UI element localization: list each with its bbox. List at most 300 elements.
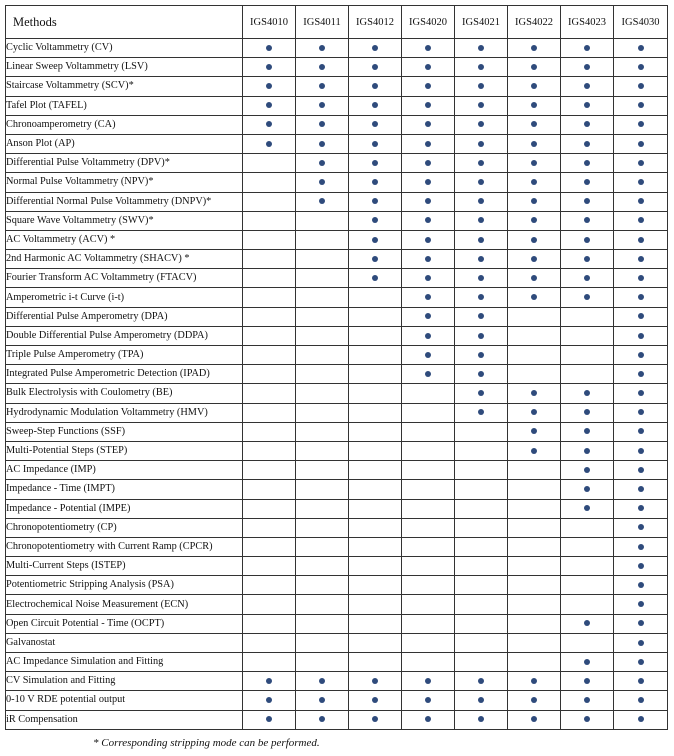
supported-dot-icon <box>425 352 431 358</box>
support-cell <box>561 653 614 672</box>
support-cell <box>402 192 455 211</box>
method-name-cell: Galvanostat <box>6 633 243 652</box>
model-column-header: IGS4012 <box>349 6 402 39</box>
table-header-row <box>6 6 668 39</box>
supported-dot-icon <box>531 275 537 281</box>
supported-dot-icon <box>584 659 590 665</box>
table-row <box>6 576 668 595</box>
support-cell <box>508 326 561 345</box>
support-cell <box>243 39 296 58</box>
support-cell <box>243 518 296 537</box>
supported-dot-icon <box>478 678 484 684</box>
support-cell <box>561 403 614 422</box>
support-cell <box>455 672 508 691</box>
supported-dot-icon <box>584 141 590 147</box>
support-cell <box>243 173 296 192</box>
support-cell <box>243 288 296 307</box>
support-cell <box>455 537 508 556</box>
support-cell <box>243 691 296 710</box>
support-cell <box>561 326 614 345</box>
support-cell <box>296 39 349 58</box>
support-cell <box>455 77 508 96</box>
support-cell <box>614 557 668 576</box>
support-cell <box>243 672 296 691</box>
support-cell <box>243 576 296 595</box>
support-cell <box>243 326 296 345</box>
support-cell <box>561 537 614 556</box>
support-cell <box>296 672 349 691</box>
support-cell <box>243 346 296 365</box>
support-cell <box>243 192 296 211</box>
support-cell <box>243 307 296 326</box>
method-name-cell: 0-10 V RDE potential output <box>6 691 243 710</box>
supported-dot-icon <box>425 217 431 223</box>
support-cell <box>243 441 296 460</box>
support-cell <box>508 96 561 115</box>
supported-dot-icon <box>531 678 537 684</box>
method-name-cell: Linear Sweep Voltammetry (LSV) <box>6 58 243 77</box>
support-cell <box>243 422 296 441</box>
support-cell <box>349 365 402 384</box>
support-cell <box>296 211 349 230</box>
supported-dot-icon <box>638 313 644 319</box>
supported-dot-icon <box>584 390 590 396</box>
method-name-cell: AC Impedance Simulation and Fitting <box>6 653 243 672</box>
support-cell <box>349 691 402 710</box>
supported-dot-icon <box>638 102 644 108</box>
support-cell <box>402 441 455 460</box>
table-row <box>6 537 668 556</box>
support-cell <box>349 480 402 499</box>
support-cell <box>296 403 349 422</box>
supported-dot-icon <box>638 716 644 722</box>
supported-dot-icon <box>638 64 644 70</box>
supported-dot-icon <box>319 121 325 127</box>
support-cell <box>614 58 668 77</box>
support-cell <box>614 537 668 556</box>
supported-dot-icon <box>584 409 590 415</box>
support-cell <box>243 134 296 153</box>
support-cell <box>402 710 455 729</box>
support-cell <box>455 614 508 633</box>
method-name-cell: Multi-Potential Steps (STEP) <box>6 441 243 460</box>
support-cell <box>296 269 349 288</box>
support-cell <box>349 537 402 556</box>
supported-dot-icon <box>584 678 590 684</box>
table-row <box>6 441 668 460</box>
support-cell <box>402 307 455 326</box>
supported-dot-icon <box>478 179 484 185</box>
support-cell <box>402 365 455 384</box>
table-row <box>6 96 668 115</box>
support-cell <box>561 633 614 652</box>
support-cell <box>296 710 349 729</box>
supported-dot-icon <box>584 64 590 70</box>
supported-dot-icon <box>584 467 590 473</box>
support-cell <box>243 250 296 269</box>
support-cell <box>561 96 614 115</box>
supported-dot-icon <box>638 294 644 300</box>
support-cell <box>614 365 668 384</box>
supported-dot-icon <box>531 256 537 262</box>
support-cell <box>349 288 402 307</box>
supported-dot-icon <box>638 390 644 396</box>
support-cell <box>349 557 402 576</box>
support-cell <box>561 384 614 403</box>
support-cell <box>402 230 455 249</box>
supported-dot-icon <box>425 83 431 89</box>
supported-dot-icon <box>584 294 590 300</box>
supported-dot-icon <box>478 409 484 415</box>
support-cell <box>455 365 508 384</box>
supported-dot-icon <box>372 121 378 127</box>
support-cell <box>296 691 349 710</box>
table-row <box>6 710 668 729</box>
table-row <box>6 365 668 384</box>
supported-dot-icon <box>638 640 644 646</box>
supported-dot-icon <box>638 333 644 339</box>
support-cell <box>455 39 508 58</box>
supported-dot-icon <box>372 64 378 70</box>
table-row <box>6 499 668 518</box>
support-cell <box>349 499 402 518</box>
supported-dot-icon <box>266 678 272 684</box>
support-cell <box>243 595 296 614</box>
supported-dot-icon <box>638 448 644 454</box>
support-cell <box>455 346 508 365</box>
supported-dot-icon <box>584 505 590 511</box>
support-cell <box>243 537 296 556</box>
supported-dot-icon <box>584 102 590 108</box>
supported-dot-icon <box>584 160 590 166</box>
support-cell <box>402 288 455 307</box>
support-cell <box>561 173 614 192</box>
supported-dot-icon <box>638 620 644 626</box>
support-cell <box>614 576 668 595</box>
support-cell <box>349 518 402 537</box>
model-column-header: IGS4020 <box>402 6 455 39</box>
supported-dot-icon <box>425 64 431 70</box>
supported-dot-icon <box>584 198 590 204</box>
support-cell <box>296 480 349 499</box>
table-row <box>6 154 668 173</box>
supported-dot-icon <box>531 716 537 722</box>
support-cell <box>614 230 668 249</box>
supported-dot-icon <box>638 409 644 415</box>
support-cell <box>508 441 561 460</box>
support-cell <box>296 134 349 153</box>
supported-dot-icon <box>478 217 484 223</box>
support-cell <box>402 422 455 441</box>
supported-dot-icon <box>531 102 537 108</box>
support-cell <box>561 518 614 537</box>
support-cell <box>508 230 561 249</box>
supported-dot-icon <box>531 237 537 243</box>
support-cell <box>402 173 455 192</box>
support-cell <box>349 269 402 288</box>
model-column-header: IGS4021 <box>455 6 508 39</box>
supported-dot-icon <box>425 102 431 108</box>
supported-dot-icon <box>478 275 484 281</box>
support-cell <box>402 537 455 556</box>
supported-dot-icon <box>372 237 378 243</box>
support-cell <box>349 441 402 460</box>
support-cell <box>614 307 668 326</box>
supported-dot-icon <box>319 45 325 51</box>
supported-dot-icon <box>319 64 325 70</box>
supported-dot-icon <box>584 428 590 434</box>
support-cell <box>402 115 455 134</box>
supported-dot-icon <box>372 697 378 703</box>
support-cell <box>614 288 668 307</box>
supported-dot-icon <box>478 64 484 70</box>
support-cell <box>243 58 296 77</box>
support-cell <box>508 576 561 595</box>
support-cell <box>296 461 349 480</box>
support-cell <box>243 614 296 633</box>
supported-dot-icon <box>478 294 484 300</box>
method-name-cell: Chronoamperometry (CA) <box>6 115 243 134</box>
support-cell <box>243 461 296 480</box>
supported-dot-icon <box>584 716 590 722</box>
supported-dot-icon <box>638 659 644 665</box>
table-row <box>6 230 668 249</box>
support-cell <box>561 154 614 173</box>
model-column-header: IGS4022 <box>508 6 561 39</box>
supported-dot-icon <box>425 697 431 703</box>
support-cell <box>349 77 402 96</box>
support-cell <box>296 192 349 211</box>
support-cell <box>349 403 402 422</box>
supported-dot-icon <box>372 198 378 204</box>
support-cell <box>508 557 561 576</box>
support-cell <box>296 96 349 115</box>
supported-dot-icon <box>584 620 590 626</box>
support-cell <box>296 595 349 614</box>
supported-dot-icon <box>638 160 644 166</box>
support-cell <box>508 250 561 269</box>
supported-dot-icon <box>478 352 484 358</box>
support-cell <box>349 154 402 173</box>
support-cell <box>614 115 668 134</box>
supported-dot-icon <box>531 160 537 166</box>
support-cell <box>402 58 455 77</box>
support-cell <box>455 595 508 614</box>
support-cell <box>243 557 296 576</box>
support-cell <box>296 230 349 249</box>
support-cell <box>296 77 349 96</box>
supported-dot-icon <box>266 102 272 108</box>
support-cell <box>508 461 561 480</box>
method-name-cell: Tafel Plot (TAFEL) <box>6 96 243 115</box>
support-cell <box>508 288 561 307</box>
support-cell <box>402 269 455 288</box>
support-cell <box>455 480 508 499</box>
method-name-cell: Impedance - Potential (IMPE) <box>6 499 243 518</box>
supported-dot-icon <box>584 121 590 127</box>
support-cell <box>296 499 349 518</box>
support-cell <box>455 58 508 77</box>
method-name-cell: Chronopotentiometry with Current Ramp (CPCR) <box>6 537 243 556</box>
support-cell <box>508 633 561 652</box>
supported-dot-icon <box>638 467 644 473</box>
support-cell <box>508 346 561 365</box>
supported-dot-icon <box>425 237 431 243</box>
table-row <box>6 461 668 480</box>
support-cell <box>455 422 508 441</box>
support-cell <box>349 326 402 345</box>
support-cell <box>296 58 349 77</box>
supported-dot-icon <box>478 697 484 703</box>
support-cell <box>349 230 402 249</box>
support-cell <box>614 710 668 729</box>
support-cell <box>614 672 668 691</box>
support-cell <box>614 96 668 115</box>
supported-dot-icon <box>319 141 325 147</box>
support-cell <box>561 115 614 134</box>
supported-dot-icon <box>425 45 431 51</box>
supported-dot-icon <box>638 141 644 147</box>
support-cell <box>614 77 668 96</box>
support-cell <box>455 499 508 518</box>
support-cell <box>296 441 349 460</box>
supported-dot-icon <box>478 141 484 147</box>
method-name-cell: AC Voltammetry (ACV) * <box>6 230 243 249</box>
supported-dot-icon <box>638 179 644 185</box>
support-cell <box>614 269 668 288</box>
table-row <box>6 653 668 672</box>
support-cell <box>561 230 614 249</box>
support-cell <box>508 77 561 96</box>
support-cell <box>614 691 668 710</box>
supported-dot-icon <box>425 313 431 319</box>
supported-dot-icon <box>372 217 378 223</box>
support-cell <box>296 557 349 576</box>
supported-dot-icon <box>531 83 537 89</box>
support-cell <box>455 403 508 422</box>
method-name-cell: Differential Pulse Amperometry (DPA) <box>6 307 243 326</box>
supported-dot-icon <box>638 524 644 530</box>
table-row <box>6 288 668 307</box>
support-cell <box>296 307 349 326</box>
table-row <box>6 211 668 230</box>
table-row <box>6 269 668 288</box>
method-name-cell: Square Wave Voltammetry (SWV)* <box>6 211 243 230</box>
support-cell <box>349 173 402 192</box>
supported-dot-icon <box>319 198 325 204</box>
table-row <box>6 633 668 652</box>
support-cell <box>508 211 561 230</box>
support-cell <box>402 384 455 403</box>
method-name-cell: Differential Normal Pulse Voltammetry (DNPV)* <box>6 192 243 211</box>
support-cell <box>614 211 668 230</box>
method-name-cell: 2nd Harmonic AC Voltammetry (SHACV) * <box>6 250 243 269</box>
supported-dot-icon <box>478 256 484 262</box>
supported-dot-icon <box>425 141 431 147</box>
support-cell <box>402 250 455 269</box>
support-cell <box>455 461 508 480</box>
supported-dot-icon <box>478 83 484 89</box>
supported-dot-icon <box>266 64 272 70</box>
support-cell <box>614 403 668 422</box>
model-column-header: IGS4030 <box>614 6 668 39</box>
support-cell <box>614 499 668 518</box>
supported-dot-icon <box>584 179 590 185</box>
supported-dot-icon <box>584 256 590 262</box>
support-cell <box>402 633 455 652</box>
method-name-cell: Bulk Electrolysis with Coulometry (BE) <box>6 384 243 403</box>
method-name-cell: Amperometric i-t Curve (i-t) <box>6 288 243 307</box>
supported-dot-icon <box>372 160 378 166</box>
support-cell <box>561 557 614 576</box>
support-cell <box>243 154 296 173</box>
supported-dot-icon <box>531 409 537 415</box>
support-cell <box>243 115 296 134</box>
supported-dot-icon <box>638 428 644 434</box>
table-row <box>6 691 668 710</box>
support-cell <box>243 96 296 115</box>
supported-dot-icon <box>584 448 590 454</box>
method-name-cell: Cyclic Voltammetry (CV) <box>6 39 243 58</box>
supported-dot-icon <box>425 160 431 166</box>
support-cell <box>508 192 561 211</box>
support-cell <box>349 96 402 115</box>
method-name-cell: Chronopotentiometry (CP) <box>6 518 243 537</box>
supported-dot-icon <box>638 275 644 281</box>
supported-dot-icon <box>372 275 378 281</box>
support-cell <box>561 365 614 384</box>
support-cell <box>614 134 668 153</box>
support-cell <box>349 614 402 633</box>
support-cell <box>402 77 455 96</box>
supported-dot-icon <box>478 371 484 377</box>
support-cell <box>402 461 455 480</box>
supported-dot-icon <box>425 333 431 339</box>
support-cell <box>243 269 296 288</box>
support-cell <box>508 614 561 633</box>
support-cell <box>296 384 349 403</box>
support-cell <box>614 326 668 345</box>
method-name-cell: Open Circuit Potential - Time (OCPT) <box>6 614 243 633</box>
support-cell <box>455 192 508 211</box>
support-cell <box>349 307 402 326</box>
supported-dot-icon <box>531 294 537 300</box>
method-name-cell: Impedance - Time (IMPT) <box>6 480 243 499</box>
support-cell <box>243 211 296 230</box>
support-cell <box>455 288 508 307</box>
table-row <box>6 672 668 691</box>
support-cell <box>614 595 668 614</box>
support-cell <box>243 403 296 422</box>
support-cell <box>296 250 349 269</box>
table-row <box>6 134 668 153</box>
support-cell <box>243 633 296 652</box>
support-cell <box>508 403 561 422</box>
support-cell <box>402 576 455 595</box>
supported-dot-icon <box>478 390 484 396</box>
method-name-cell: AC Impedance (IMP) <box>6 461 243 480</box>
support-cell <box>614 480 668 499</box>
methods-comparison-table <box>5 5 668 730</box>
method-name-cell: Multi-Current Steps (ISTEP) <box>6 557 243 576</box>
support-cell <box>455 441 508 460</box>
supported-dot-icon <box>638 256 644 262</box>
support-cell <box>243 710 296 729</box>
support-cell <box>402 480 455 499</box>
model-column-header: IGS4023 <box>561 6 614 39</box>
supported-dot-icon <box>638 563 644 569</box>
support-cell <box>402 346 455 365</box>
